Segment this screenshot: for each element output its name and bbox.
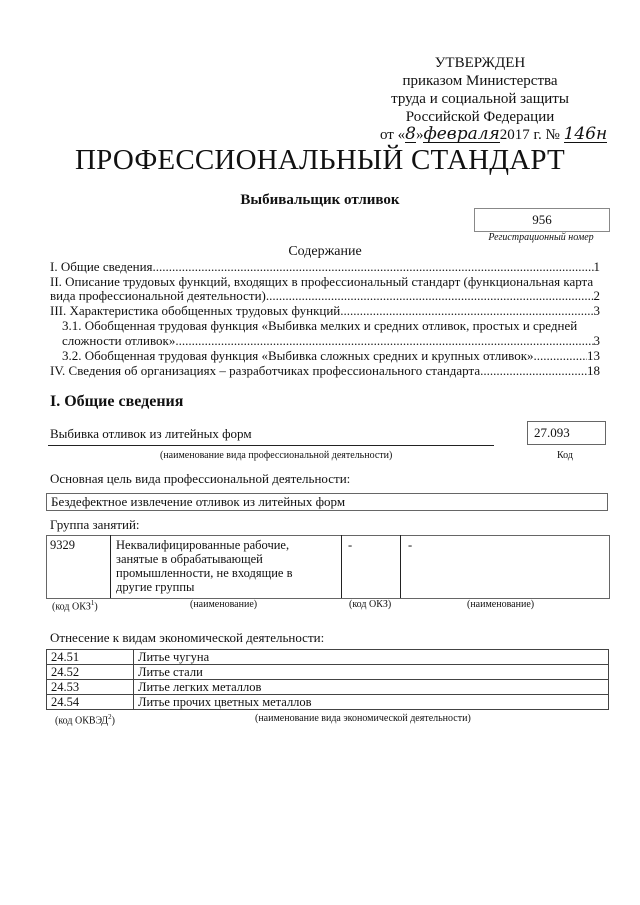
- approval-title: УТВЕРЖДЕН: [434, 55, 526, 71]
- group-label: Группа занятий:: [50, 517, 140, 532]
- okz-name-1: Неквалифицированные рабочие, занятые в обрабатывающей промышленности, не входящие в другие группы: [116, 538, 293, 594]
- okved-name: Литье прочих цветных металлов: [134, 695, 609, 710]
- okved-code-caption: (код ОКВЭД$^2$): [55, 713, 115, 727]
- approval-block: [380, 54, 608, 144]
- toc-item[interactable]: III. Характеристика обобщенных трудовых функций ..... 3: [50, 304, 600, 318]
- toc-item[interactable]: 3.2. Обобщенная трудовая функция «Выбивка сложных средних и крупных отливок» ..... 13: [62, 349, 600, 363]
- registration-number: 956: [474, 208, 610, 232]
- toc-item[interactable]: 3.1. Обобщенная трудовая функция «Выбивка мелких и средних отливок, простых и средней: [62, 318, 578, 333]
- date-prefix: от «: [380, 127, 406, 143]
- activity-code: 27.093: [527, 421, 606, 445]
- okz-code-caption-2: (код ОКЗ): [349, 599, 392, 610]
- okved-code: 24.53: [47, 680, 134, 695]
- approval-line-1: приказом Министерства: [402, 73, 558, 89]
- underline: [48, 445, 494, 446]
- okz-code-caption: (код ОКЗ$^1$): [52, 599, 98, 613]
- okved-name: Литье чугуна: [134, 650, 609, 665]
- okz-name-2: -: [408, 538, 413, 552]
- section-heading: I. Общие сведения: [50, 393, 184, 410]
- divider: [110, 535, 111, 598]
- code-caption: Код: [557, 450, 573, 461]
- okved-code: 24.52: [47, 665, 134, 680]
- registration-caption: Регистрационный номер: [488, 232, 594, 243]
- date-mid: »: [415, 127, 424, 143]
- toc-heading: Содержание: [288, 244, 362, 259]
- goal-label: Основная цель вида профессиональной деятельности:: [50, 471, 351, 486]
- okved-name: Литье стали: [134, 665, 609, 680]
- toc-item[interactable]: II. Описание трудовых функций, входящих в профессиональный стандарт (функциональная карта: [50, 274, 594, 289]
- okved-label: Отнесение к видам экономической деятельности:: [50, 630, 325, 645]
- toc-item-continuation[interactable]: сложности отливок» ..... 3: [62, 334, 600, 348]
- okz-code-1: 9329: [50, 538, 75, 552]
- approval-line-2: труда и социальной защиты: [391, 91, 569, 107]
- activity-name: Выбивка отливок из литейных форм: [50, 426, 252, 441]
- okz-name-caption-2: (наименование): [467, 599, 535, 610]
- date-year: 2017 г. №: [499, 127, 560, 143]
- date-month: февраля: [423, 124, 500, 144]
- okved-name-caption: (наименование вида экономической деятельности): [255, 713, 471, 724]
- activity-caption: (наименование вида профессиональной деятельности): [160, 450, 393, 461]
- document-subtitle: Выбивальщик отливок: [240, 192, 400, 208]
- divider: [341, 535, 342, 598]
- okved-name: Литье легких металлов: [134, 680, 609, 695]
- okved-code: 24.51: [47, 650, 134, 665]
- divider: [400, 535, 401, 598]
- order-number: 146н: [563, 124, 608, 144]
- okz-code-2: -: [348, 538, 353, 552]
- table-row: [47, 680, 609, 695]
- okved-table: [46, 649, 609, 710]
- table-row: [47, 650, 609, 665]
- approval-line-3: Российской Федерации: [405, 109, 555, 125]
- toc-item[interactable]: IV. Сведения об организациях – разработчиках профессионального стандарта ..... 18: [50, 364, 600, 378]
- okved-code: 24.54: [47, 695, 134, 710]
- table-row: [47, 695, 609, 710]
- table-row: [47, 665, 609, 680]
- approval-date: [380, 124, 608, 144]
- okz-name-caption: (наименование): [190, 599, 258, 610]
- goal-value: Бездефектное извлечение отливок из литейных форм: [46, 493, 608, 511]
- toc-item[interactable]: I. Общие сведения ..... 1: [50, 260, 600, 274]
- toc-item-continuation[interactable]: вида профессиональной деятельности) ..... 2: [50, 289, 600, 303]
- document-title: ПРОФЕССИОНАЛЬНЫЙ СТАНДАРТ: [75, 144, 565, 176]
- date-day: 8: [405, 124, 416, 144]
